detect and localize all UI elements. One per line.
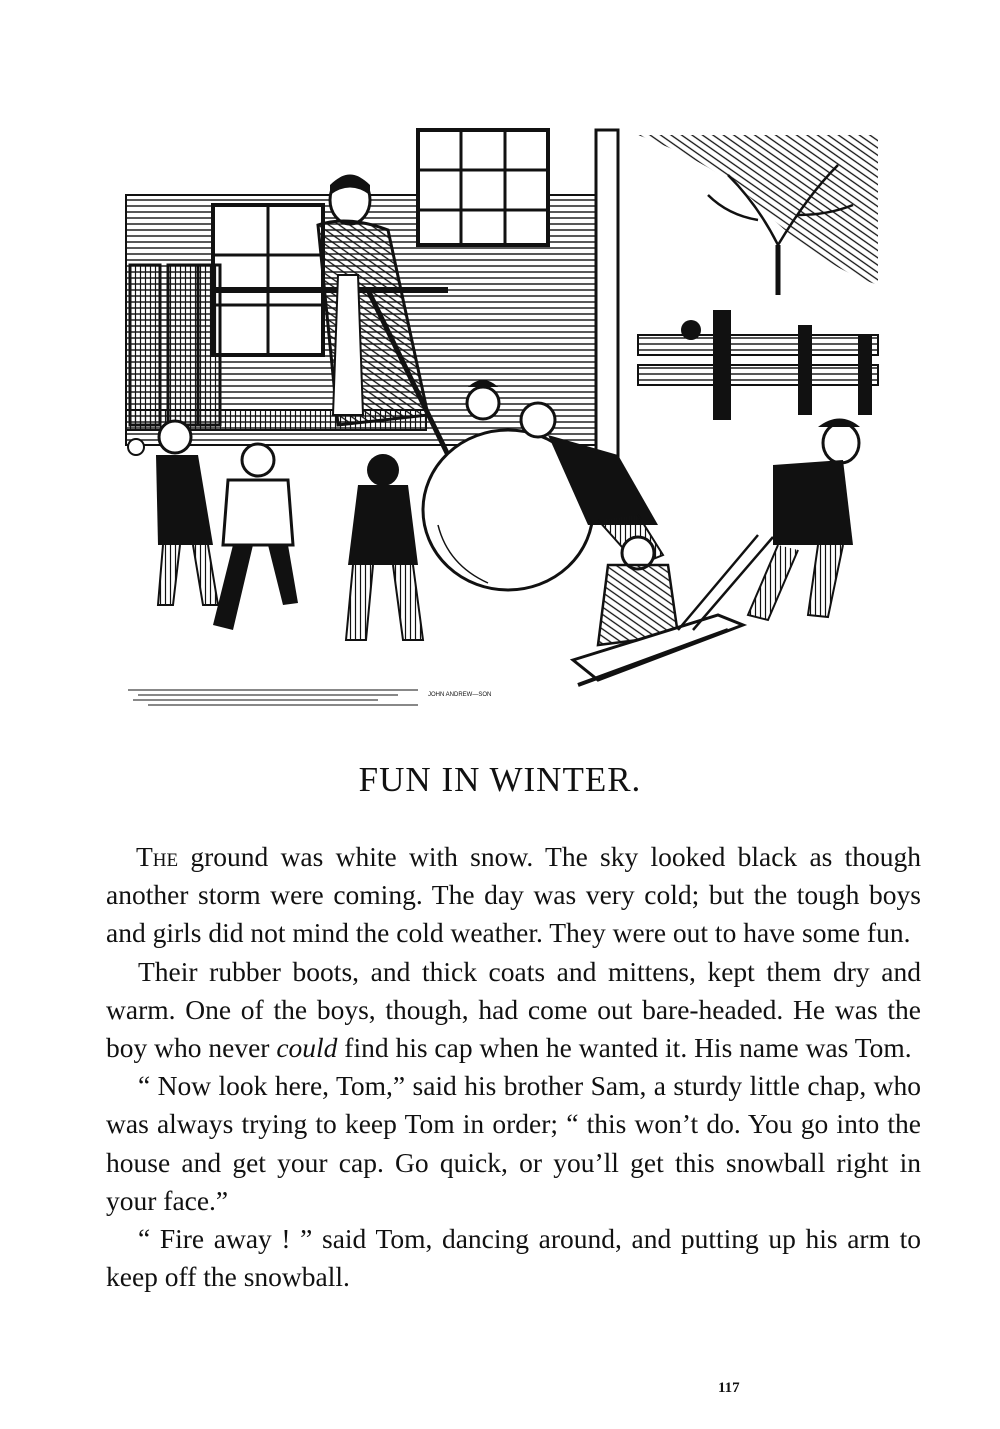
drop-lead-word: The — [136, 841, 179, 872]
paragraph-2-emphasis: could — [276, 1032, 338, 1064]
paragraph-4: “ Fire away ! ” said Tom, dancing around, and putting up his arm to keep off the snowball. — [106, 1223, 921, 1293]
page-number: 117 — [718, 1380, 740, 1396]
child-behind-snowball — [467, 380, 499, 419]
paragraph-3: “ Now look here, Tom,” said his brother Sam, a sturdy little chap, who was always trying to keep Tom in order; “ this won’t do. You go into the house and get your cap. Go quick, or you’ll get this snowball right in your face.” — [106, 1070, 921, 1216]
house-window — [213, 205, 323, 355]
child-pushing-snowball — [346, 454, 423, 640]
body-text — [106, 838, 921, 1296]
child-light-coat — [213, 444, 298, 630]
paragraph-2 — [106, 953, 921, 1068]
paragraph-1-text: ground was white with snow. The sky looked black as though another storm were coming. The day was very cold; but the tough boys and girls did not mind the cold weather. They were out to have some fun. — [106, 841, 921, 949]
paragraph-2-text-a: Their rubber boots, and thick coats and mittens, kept them dry and warm. One of the boys, though, had come out bare-headed. He was the boy who never — [106, 955, 921, 1064]
ground-hatching — [128, 690, 418, 705]
paragraph-2-text-b: find his cap when he wanted it. His name was Tom. — [337, 1032, 912, 1064]
child-throwing — [128, 421, 218, 605]
house-window-upper — [418, 130, 548, 245]
paragraph-1 — [106, 838, 921, 953]
engraver-credit: JOHN ANDREW—SON — [428, 692, 492, 698]
fence — [638, 310, 878, 420]
sled-with-child — [573, 535, 773, 685]
background-landscape — [638, 135, 878, 420]
winter-snowball-illustration — [118, 125, 890, 713]
page-title: FUN IN WINTER. — [358, 760, 642, 799]
boy-pulling-sled — [748, 419, 860, 621]
